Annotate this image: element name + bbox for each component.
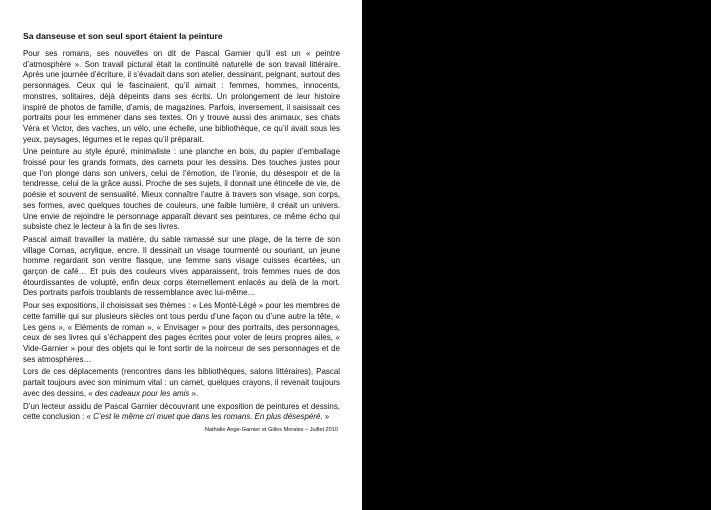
document-content (23, 31, 340, 434)
paragraph-6-italic: C’est le même cri muet que dans les romans. En plus désespéré. (93, 412, 323, 422)
signature: Nathalie Ange-Garnier et Gilles Morales – Juillet 2010 (204, 426, 338, 433)
paragraph-5 (23, 367, 340, 399)
paragraph-6-text: D’un lecteur assidu de Pascal Garnier découvrant une exposition de peintures et dessins, cette conclusion : « (23, 401, 340, 422)
paragraph-5-text: Lors de ces déplacements (rencontres dans les bibliothèques, salons littéraires), Pascal partait toujours avec son minimum vital : un carnet, quelques crayons, il revenait toujours avec des dessins, « (23, 367, 340, 398)
paragraph-3: Pascal aimait travailler la matière, du sable ramassé sur une plage, de la terre de son village Cornas, acrylique, encre. Il dessinait un visage tourmenté ou souriant, un jeune homme regardant son ventre flasque, une femme sans visage cuisses écartées, un garçon de café… Et puis des couleurs vives apparaissent, trois femmes nues de dos étourdissantes de volupté, enfin deux corps éternellement enlacés au delà de la mort. Des portraits parfois troublants de ressemblance avec lui-même… (23, 234, 340, 298)
paragraph-4: Pour ses expositions, il choisissait ses thèmes : « Les Monté-Légé » pour les membres de cette famille qui sur plusieurs siècles ont tous perdu d’une façon ou d’une autre la tête, « Les gens », « Eléments de roman », « Envisager » pour des portraits, des personnages, ceux de ses livres qui s’échappent des pages écrites pour voler de leurs propres ailes, « Vide-Garnier » pour des objets qui le font sortir de la noirceur de ses personnages et de ses atmosphères… (23, 301, 340, 364)
paragraph-1: Pour ses romans, ses nouvelles on dit de Pascal Garnier qu’il est un « peintre d’atmosphère ». Son travail pictural était la continuité naturelle de son travail littéraire. Après une journée d’écriture, il s’évadait dans son atelier, dessinant, peignant, surtout des personnages. Ceux qui le fascinaient, qu’il aimait : femmes, hommes, innocents, monstres, solitaires, déjà dépeints dans ses écrits. Un prolongement de leur histoire inspiré de photos de famille, d’amis, de magazines. Parfois, inversement, il saisissait ces portraits pour les emmener dans ses textes. On y trouve aussi des animaux, ses chats Véra et Victor, des vaches, un vélo, une échelle, une bibliothèque, ce qu’il avait sous les yeux, paysages, légumes et le repas qu’il préparait. (23, 49, 340, 144)
black-surround (362, 0, 711, 510)
paragraph-6 (23, 402, 340, 423)
paragraph-2: Une peinture au style épuré, minimaliste : une planche en bois, du papier d’emballage froissé pour les grands formats, des carnets pour les dessins. Des touches justes pour que l’on plonge dans son univers, celui de l’émotion, de l’ironie, du désespoir et de la tendresse, celui de la grâce aussi. Proche de ses sujets, il donnait une étincelle de vie, de poésie et souvent de sensualité. Mieux connaître l’autre à travers son visage, son corps, ses formes, avec quelques touches de couleurs, une faible lumière, il créait un univers. Une envie de rejoindre le personnage apparaît devant ses peintures, ce même écho qui subsiste chez le lecteur à la fin de ses livres. (23, 147, 340, 232)
paragraph-5-end: ». (189, 388, 199, 398)
paragraph-6-end: » (322, 412, 330, 422)
paragraph-5-italic: des cadeaux pour les amis (94, 388, 190, 398)
document-title: Sa danseuse et son seul sport étaient la peinture (23, 31, 223, 41)
